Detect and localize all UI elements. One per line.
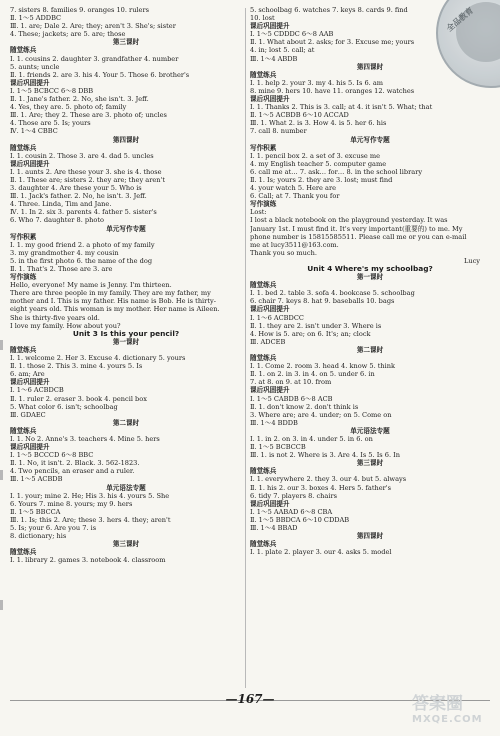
- answer-line: Ⅱ. 1. those 2. This 3. mine 4. yours 5. Is: [10, 362, 143, 371]
- answer-line: Ⅲ. GDAEC: [10, 410, 46, 419]
- section-heading: 随堂练兵: [250, 70, 277, 79]
- section-heading: 随堂练兵: [10, 548, 37, 557]
- answer-line: Ⅲ. 1. is not 2. Where is 3. Are 4. Is 5. Is 6. In: [250, 451, 401, 460]
- answer-line: Ⅰ. 1～5 CABDB 6～8 ACB: [250, 394, 333, 403]
- answer-line: eight years old. This woman is my mother. Her name is Aileen.: [10, 305, 220, 314]
- answer-line: Ⅰ. 1. plate 2. player 3. our 4. asks 5. model: [250, 548, 392, 557]
- unit-title: Unit 3 Is this your pencil?: [72, 329, 180, 338]
- section-heading: 随堂练兵: [250, 281, 277, 290]
- answer-line: Ⅰ. 1. No 2. Anne's 3. teachers 4. Mine 5. hers: [10, 434, 160, 443]
- answer-line: Ⅱ. 1～5 BCBCCB: [250, 443, 306, 452]
- watermark-text: 答案圈: [412, 694, 463, 714]
- answer-line: Ⅰ. 1. Thanks 2. This is 3. call; at 4. it isn't 5. What; that: [250, 103, 433, 112]
- answer-line: 6. tidy 7. players 8. chairs: [250, 491, 337, 500]
- answer-line: Ⅱ. 1. they are 2. isn't under 3. Where is: [250, 321, 382, 330]
- answer-line: Ⅰ. 1. in 2. on 3. in 4. under 5. in 6. on: [250, 434, 373, 443]
- answer-line: Ⅲ. 1～4 BBAD: [250, 524, 298, 532]
- section-heading: 写作演练: [10, 273, 37, 282]
- answer-line: Ⅰ. 1～5 AABAD 6～8 CBA: [250, 507, 333, 516]
- answer-line: Ⅱ. 1. What about 2. asks; for 3. Excuse me; yours: [250, 38, 415, 47]
- answer-line: Ⅱ. 1～5 ACBDB 6～10 ACCAD: [250, 111, 349, 120]
- lesson-title: 单元写作专题: [106, 224, 146, 233]
- answer-line: January 1st. I must find it. It's very important(重要的) to me. My: [250, 224, 463, 233]
- answer-line: 4. Three. Linda, Tim and Jane.: [10, 200, 112, 209]
- lesson-title: 第四课时: [356, 532, 384, 541]
- answer-line: 5. schoolbag 6. watches 7. keys 8. cards 9. find: [250, 6, 408, 14]
- lesson-title: 第四课时: [112, 135, 140, 144]
- answer-line: 6. Yours 7. mine 8. yours; my 9. hers: [10, 499, 133, 508]
- answer-line: 6. Who 7. daughter 8. photo: [10, 216, 104, 225]
- answer-line: 4. your watch 5. Here are: [250, 184, 337, 193]
- answer-line: Ⅲ. ADCEB: [250, 337, 286, 346]
- section-heading: 课后巩固提升: [250, 22, 290, 31]
- answer-line: Ⅱ. 1. That's 2. Those are 3. are: [10, 265, 113, 273]
- section-heading: 课后巩固提升: [250, 386, 290, 395]
- answer-line: Lost:: [250, 208, 267, 217]
- answer-line: Ⅰ. 1～5 BCCCD 6～8 BBC: [10, 451, 94, 460]
- answer-line: 5. What color 6. isn't; schoolbag: [10, 402, 118, 411]
- answer-line: 3. daughter 4. Are these your 5. Who is: [10, 184, 142, 193]
- answer-line: 4. Those are 5. Is; yours: [10, 119, 91, 128]
- answer-line: 7. call 8. number: [250, 127, 307, 136]
- lesson-title: 第二课时: [356, 345, 384, 354]
- answer-line: Ⅰ. 1. cousin 2. Those 3. are 4. dad 5. uncles: [10, 151, 154, 160]
- answer-line: 5. in the first photo 6. the name of the dog: [10, 256, 153, 265]
- lesson-title: 第三课时: [112, 38, 140, 47]
- section-heading: 随堂练兵: [10, 426, 37, 435]
- answer-line: Ⅲ. 1. Jack's father. 2. No, he isn't. 3. Jeff.: [10, 192, 147, 201]
- answer-line: Ⅰ. 1. bed 2. table 3. sofa 4. bookcase 5. schoolbag: [250, 289, 415, 298]
- binding-mark: [0, 600, 3, 610]
- answer-line: 8. dictionary; his: [10, 532, 67, 541]
- answer-line: Ⅲ. 1. are; Dale 2. Are; they; aren't 3. She's; sister: [10, 22, 176, 31]
- answer-line: Ⅰ. 1. everywhere 2. they 3. our 4. but 5. always: [250, 475, 407, 484]
- section-heading: 课后巩固提升: [250, 305, 290, 314]
- answer-line: me at lucy3511@163.com.: [250, 240, 339, 249]
- answer-line: Ⅳ. 1. In 2. six 3. parents 4. father 5. sister's: [10, 208, 157, 217]
- lesson-title: 第四课时: [356, 62, 384, 71]
- lesson-title: 第三课时: [112, 540, 140, 549]
- answer-line: mother and I. This is my father. His name is Bob. He is thirty-: [10, 297, 216, 306]
- answer-line: Ⅱ. 1～5 ADDBC: [10, 14, 62, 23]
- section-heading: 写作演练: [250, 200, 277, 209]
- answer-line: Ⅱ. 1. don't know 2. don't think is: [250, 402, 359, 411]
- answer-line: Ⅰ. 1. library 2. games 3. notebook 4. classroom: [10, 556, 166, 565]
- watermark-url: MXQE.COM: [412, 714, 483, 725]
- answer-line: Ⅱ. 1. Jane's father. 2. No, she isn't. 3. Jeff.: [10, 95, 149, 104]
- answer-line: Ⅱ. 1. These are; sisters 2. they are; they aren't: [10, 175, 165, 184]
- section-heading: 课后巩固提升: [10, 159, 50, 168]
- lesson-title: 第一课时: [356, 273, 384, 282]
- answer-line: 8. mine 9. hers 10. have 11. oranges 12. watches: [250, 86, 415, 95]
- binding-mark: [0, 470, 3, 480]
- answer-line: She is thirty-five years old.: [10, 313, 100, 322]
- section-heading: 课后巩固提升: [10, 443, 50, 452]
- answer-line: Ⅲ. 1～4 ABDB: [250, 54, 298, 63]
- answer-line: 3. Where are; are 4. under; on 5. Come on: [250, 410, 392, 419]
- section-heading: 随堂练兵: [250, 354, 277, 363]
- answer-line: Ⅰ. 1. help 2. your 3. my 4. his 5. Is 6. am: [250, 78, 384, 87]
- answer-line: Ⅳ. 1～4 CBBC: [10, 127, 58, 136]
- answer-line: 4. These; jackets; are 5. are; those: [10, 30, 126, 39]
- lesson-title: 单元语法专题: [106, 483, 146, 492]
- answer-line: Ⅱ. 1. on 2. in 3. in 4. on 5. under 6. in: [250, 370, 375, 379]
- answer-line: 4. my English teacher 5. computer game: [250, 159, 387, 168]
- section-heading: 随堂练兵: [10, 143, 37, 152]
- section-heading: 课后巩固提升: [10, 78, 50, 87]
- answer-line: 4. Two pencils, an eraser and a ruler.: [10, 467, 135, 476]
- answer-line: I love my family. How about you?: [10, 321, 121, 330]
- lesson-title: 第三课时: [356, 459, 384, 468]
- answer-line: Thank you so much.: [250, 248, 317, 257]
- answer-line: Ⅲ. 1. Are; they 2. These are 3. photo of; uncles: [10, 111, 167, 120]
- answer-line: Ⅲ. 1～4 BDDB: [250, 418, 298, 427]
- answer-line: I lost a black notebook on the playground yesterday. It was: [250, 216, 448, 225]
- answer-line: Ⅰ. 1. cousins 2. daughter 3. grandfather 4. number: [10, 54, 179, 63]
- right-answer-column: [250, 6, 490, 556]
- answer-line: Ⅰ. 1. Come 2. room 3. head 4. know 5. think: [250, 362, 396, 371]
- answer-line: Ⅰ. 1～6 ACBDCC: [250, 313, 304, 322]
- answer-line: There are three people in my family. They are my father, my: [10, 289, 211, 298]
- section-heading: 随堂练兵: [10, 46, 37, 55]
- answer-line: Ⅰ. 1～5 BCBCC 6～8 DBB: [10, 86, 94, 95]
- answer-line: Ⅰ. 1. my good friend 2. a photo of my family: [10, 240, 155, 249]
- section-heading: 写作积累: [250, 143, 277, 152]
- answer-line: Ⅲ. 1～5 ACBDB: [10, 475, 63, 484]
- lesson-title: 单元语法专题: [350, 426, 390, 435]
- answer-line: Lucy: [463, 256, 480, 265]
- answer-line: Ⅱ. 1～5 BBCCA: [10, 507, 61, 516]
- answer-line: 10. lost: [250, 14, 275, 23]
- answer-line: Ⅰ. 1～6 ACBDCB: [10, 386, 64, 395]
- answer-line: Ⅱ. 1～5 BBDCA 6～10 CDDAB: [250, 515, 350, 524]
- column-divider: [245, 8, 246, 688]
- answer-line: 7. at 8. on 9. at 10. from: [250, 378, 332, 387]
- answer-line: 6. am; Are: [10, 370, 45, 379]
- lesson-title: 第一课时: [112, 337, 140, 346]
- section-heading: 随堂练兵: [10, 345, 37, 354]
- watermark-logo: [412, 694, 496, 734]
- binding-mark: [0, 340, 3, 350]
- answer-line: Ⅰ. 1. your; mine 2. He; His 3. his 4. yours 5. She: [10, 491, 170, 500]
- answer-line: Ⅱ. 1. friends 2. are 3. his 4. Your 5. Those 6. brother's: [10, 70, 190, 79]
- answer-line: 4. in; lost 5. call; at: [250, 46, 315, 55]
- answer-line: Hello, everyone! My name is Jenny. I'm thirteen.: [10, 281, 172, 290]
- answer-line: 3. my grandmother 4. my cousin: [10, 248, 119, 257]
- answer-line: Ⅱ. 1. No, it isn't. 2. Black. 3. 562-1823.: [10, 459, 140, 468]
- section-heading: 课后巩固提升: [10, 378, 50, 387]
- section-heading: 随堂练兵: [250, 467, 277, 476]
- section-heading: 课后巩固提升: [250, 95, 290, 104]
- answer-line: 6. Call; at 7. Thank you for: [250, 192, 340, 201]
- answer-line: 4. Yes, they are. 5. photo of; family: [10, 103, 127, 112]
- seal-text: 全品教育: [444, 5, 476, 34]
- answer-line: 6. chair 7. keys 8. hat 9. baseballs 10. bags: [250, 297, 395, 306]
- answer-line: Ⅰ. 1～5 CDDDC 6～8 AAB: [250, 30, 334, 39]
- lesson-title: 单元写作专题: [350, 135, 390, 144]
- section-heading: 课后巩固提升: [250, 499, 290, 508]
- answer-line: Ⅰ. 1. pencil box 2. a set of 3. excuse me: [250, 151, 381, 160]
- answer-line: Ⅰ. 1. welcome 2. Her 3. Excuse 4. dictionary 5. yours: [10, 354, 186, 363]
- answer-line: Ⅰ. 1. aunts 2. Are these your 3. she is 4. those: [10, 167, 162, 176]
- answer-line: Ⅲ. 1. What 2. is 3. How 4. is 5. her 6. his: [250, 119, 387, 128]
- section-heading: 写作积累: [10, 232, 37, 241]
- answer-line: 7. sisters 8. families 9. oranges 10. rulers: [10, 6, 149, 14]
- unit-title: Unit 4 Where's my schoolbag?: [307, 265, 433, 273]
- left-answer-column: [10, 6, 242, 564]
- answer-line: 5. Is; your 6. Are you 7. is: [10, 524, 97, 532]
- answer-line: 6. call me at… 7. ask… for… 8. in the school library: [250, 167, 423, 176]
- answer-line: Ⅱ. 1. his 2. our 3. boxes 4. Hers 5. father's: [250, 483, 392, 492]
- answer-line: Ⅲ. 1. Is; this 2. Are; these 3. hers 4. they; aren't: [10, 515, 171, 524]
- answer-line: 5. aunts; uncle: [10, 62, 60, 71]
- lesson-title: 第二课时: [112, 418, 140, 427]
- answer-line: Ⅱ. 1. ruler 2. eraser 3. book 4. pencil box: [10, 394, 147, 403]
- answer-line: Ⅱ. 1. Is; yours 2. they are 3. lost; must find: [250, 175, 393, 184]
- section-heading: 随堂练兵: [250, 540, 277, 549]
- answer-line: phone number is 15815585511. Please call me or you can e-mail: [250, 232, 467, 241]
- answer-line: 4. How is 5. are; on 6. It's; an; clock: [250, 329, 371, 338]
- page-number: —167—: [225, 692, 275, 706]
